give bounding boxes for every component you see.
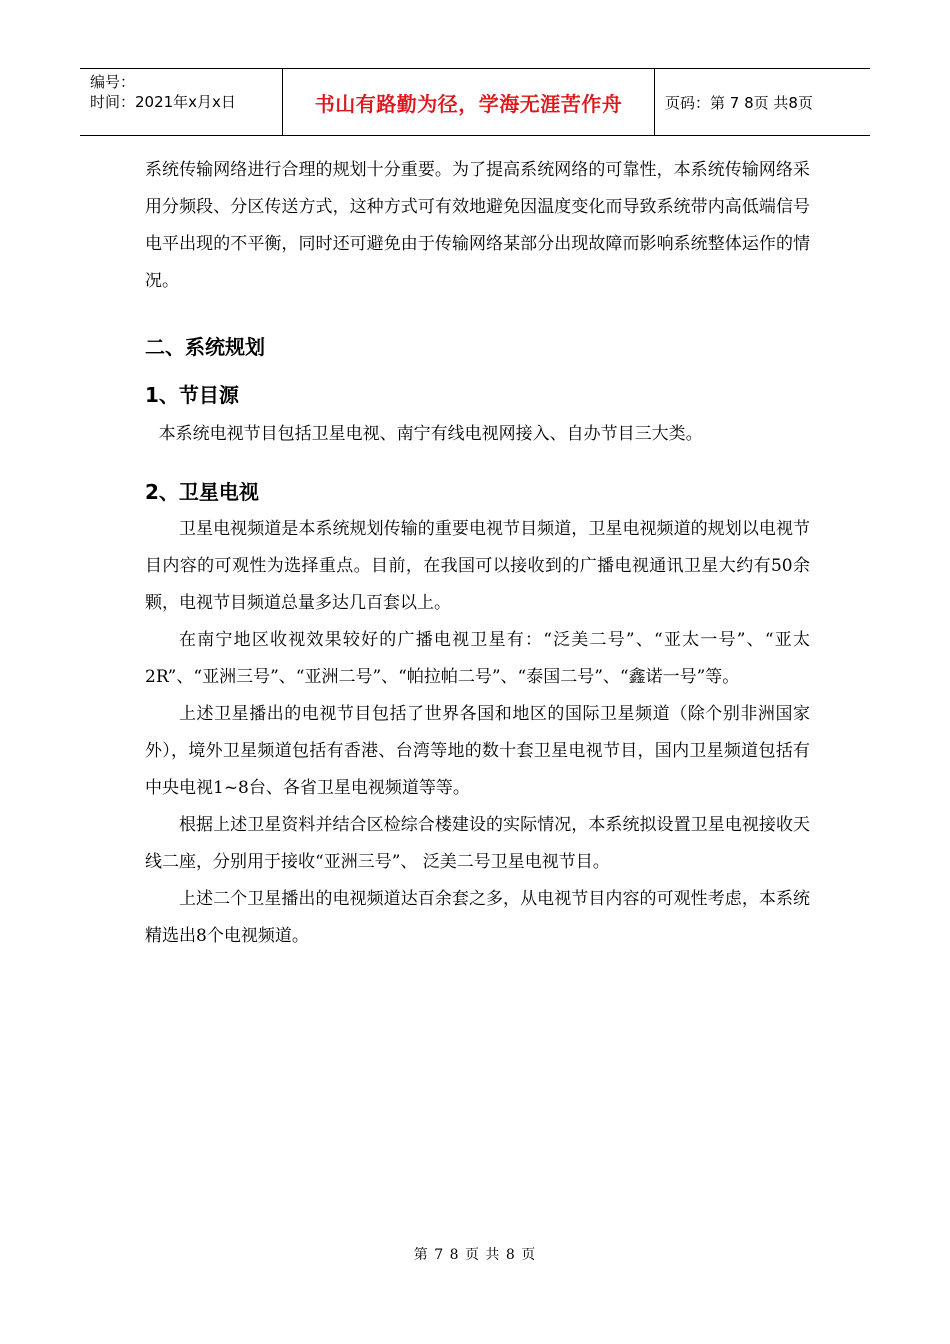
subsection-heading-satellite-tv: 2、卫星电视 — [145, 480, 259, 504]
paragraph-satellite-3: 上述卫星播出的电视节目包括了世界各国和地区的国际卫星频道（除个别非洲国家外），境外卫星频道包括有香港、台湾等地的数十套卫星电视节目，国内卫星频道包括有中央电视1~8台、各省卫星电视频道等等。 — [145, 704, 810, 798]
paragraph-satellite-4: 根据上述卫星资料并结合区检综合楼建设的实际情况，本系统拟设置卫星电视接收天线二座，分别用于接收“亚洲三号”、 泛美二号卫星电视节目。 — [145, 815, 810, 872]
document-body — [145, 152, 810, 955]
doc-time-label: 时间：2021年x月x日 — [90, 93, 236, 111]
paragraph-program-source: 本系统电视节目包括卫星电视、南宁有线电视网接入、自办节目三大类。 — [158, 424, 703, 444]
subsection-heading-program-source: 1、节目源 — [145, 383, 239, 407]
page-header — [80, 68, 870, 136]
paragraph-satellite-5: 上述二个卫星播出的电视频道达百余套之多，从电视节目内容的可观性考虑，本系统精选出8个电视频道。 — [145, 889, 810, 946]
header-meta — [80, 69, 282, 135]
header-page-number: 页码：第 7 8页 共8页 — [665, 93, 813, 112]
paragraph-intro: 系统传输网络进行合理的规划十分重要。为了提高系统网络的可靠性，本系统传输网络采用分频段、分区传送方式，这种方式可有效地避免因温度变化而导致系统带内高低端信号电平出现的不平衡，同时还可避免由于传输网络某部分出现故障而影响系统整体运作的情况。 — [145, 160, 810, 291]
header-motto-cell — [282, 69, 655, 135]
header-motto: 书山有路勤为径，学海无涯苦作舟 — [314, 91, 623, 116]
paragraph-satellite-2: 在南宁地区收视效果较好的广播电视卫星有：“泛美二号”、“亚太一号”、“亚太2R”、“亚洲三号”、“亚洲二号”、“帕拉帕二号”、“泰国二号”、“鑫诺一号”等。 — [145, 630, 810, 687]
section-heading-system-planning: 二、系统规划 — [145, 335, 265, 359]
doc-number-label: 编号： — [90, 73, 136, 91]
paragraph-satellite-1: 卫星电视频道是本系统规划传输的重要电视节目频道，卫星电视频道的规划以电视节目内容的可观性为选择重点。目前，在我国可以接收到的广播电视通讯卫星大约有50余颗，电视节目频道总量多达几百套以上。 — [145, 519, 810, 613]
page-footer: 第 7 8 页 共 8 页 — [413, 1247, 537, 1263]
